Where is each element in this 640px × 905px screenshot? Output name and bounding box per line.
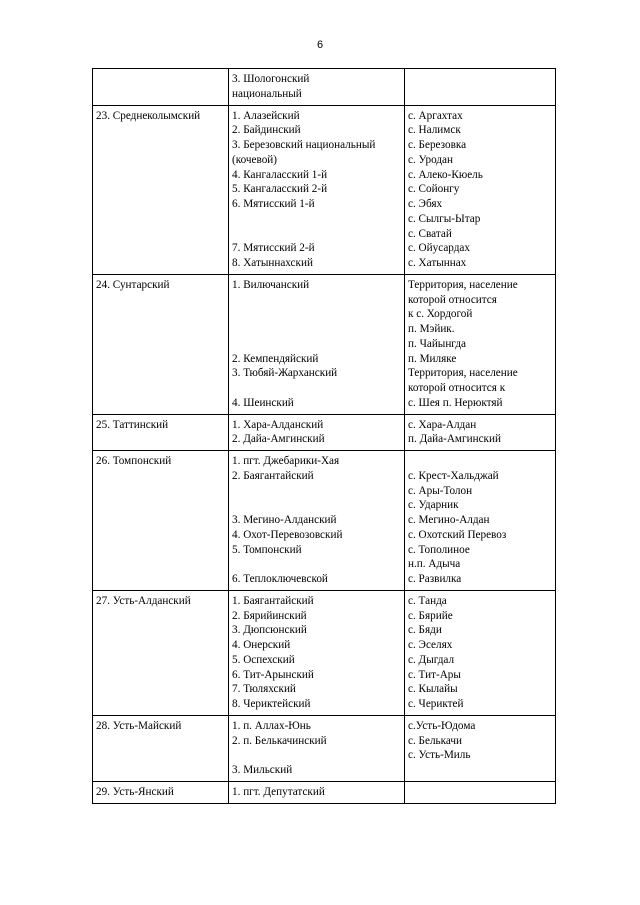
settlement-line: 1. Алазейский	[232, 109, 300, 122]
centers-cell	[405, 105, 556, 274]
settlement-line	[232, 322, 401, 337]
settlement-line	[232, 498, 401, 513]
table-row	[93, 451, 556, 591]
settlement-line: 4. Онерский	[232, 639, 291, 651]
districts-table	[92, 68, 556, 804]
settlement-line: 4. Кангаласский 1-й	[232, 168, 328, 181]
centers-cell	[405, 274, 556, 414]
district-name	[96, 72, 225, 87]
center-line: с. Крест-Хальджай	[408, 469, 499, 482]
settlement-line: 6. Теплоключевской	[232, 573, 328, 585]
settlement-line: национальный	[232, 87, 302, 100]
settlement-line	[232, 381, 401, 396]
center-line: с. Танда	[408, 594, 447, 607]
table-body	[93, 69, 556, 804]
settlement-line: 4. Шеинский	[232, 396, 294, 409]
center-line: с. Сойонгу	[408, 183, 460, 196]
settlements-cell	[229, 274, 405, 414]
settlement-line: 2. Бярийинский	[232, 609, 307, 622]
settlement-line: 1. пгт. Джебарики-Хая	[232, 455, 340, 467]
center-line: с. Мегино-Алдан	[408, 514, 490, 526]
center-line: с. Березовка	[408, 139, 467, 151]
center-line: с. Шея п. Нерюктяй	[408, 396, 503, 409]
center-line: с. Хара-Алдан	[408, 418, 477, 431]
district-cell	[93, 715, 229, 781]
center-line: Территория, население	[408, 367, 518, 380]
settlement-line: 7. Тюляхский	[232, 683, 296, 696]
district-name: 26. Томпонский	[96, 455, 172, 467]
settlements-cell	[229, 590, 405, 715]
settlement-line: 1. п. Аллах-Юнь	[232, 719, 311, 732]
center-line: с. Сылгы-Ытар	[408, 212, 481, 225]
settlement-line: 5. Кангаласский 2-й	[232, 183, 328, 196]
center-line: с. Ойусардах	[408, 242, 470, 255]
center-line: п. Дайа-Амгинский	[408, 433, 501, 446]
page-number: 6	[316, 39, 324, 51]
center-line: которой относится к	[408, 382, 506, 394]
settlement-line: 2. п. Белькачинский	[232, 734, 327, 747]
table-row	[93, 414, 556, 451]
center-line: с. Бяди	[408, 624, 442, 637]
settlement-line: 1. Баягантайский	[232, 594, 314, 607]
settlement-line: 1. Хара-Алданский	[232, 418, 324, 431]
centers-cell	[405, 451, 556, 591]
center-line: которой относится	[408, 293, 497, 306]
settlement-line	[232, 293, 401, 308]
settlement-line: 2. Дайа-Амгинский	[232, 433, 325, 446]
district-cell	[93, 414, 229, 451]
settlement-line: (кочевой)	[232, 153, 278, 166]
settlements-cell	[229, 781, 405, 803]
settlement-line: 3. Мильский	[232, 764, 293, 776]
settlement-line: 3. Шологонский	[232, 73, 310, 85]
settlement-line	[232, 484, 401, 499]
center-line: п. Чайынгда	[408, 337, 466, 350]
settlements-cell	[229, 69, 405, 106]
center-line: с. Кылайы	[408, 683, 458, 696]
settlement-line	[232, 212, 401, 227]
settlement-line: 3. Тюбяй-Жарханский	[232, 367, 338, 380]
center-line: с. Охотский Перевоз	[408, 528, 507, 541]
settlement-line	[232, 557, 401, 572]
district-cell	[93, 105, 229, 274]
center-line: с. Тит-Ары	[408, 668, 461, 681]
settlement-line: 1. Вилючанский	[232, 278, 310, 291]
settlement-line	[232, 748, 401, 763]
centers-cell	[405, 715, 556, 781]
settlements-cell	[229, 451, 405, 591]
center-line: с. Эселях	[408, 639, 453, 651]
settlement-line: 2. Кемпендяйский	[232, 352, 319, 365]
district-name: 24. Сунтарский	[96, 278, 170, 291]
settlement-line	[232, 227, 401, 242]
center-line: с. Налимск	[408, 124, 461, 137]
center-line: с.Усть-Юдома	[408, 719, 476, 732]
settlement-line: 3. Березовский национальный	[232, 139, 376, 151]
table-row	[93, 781, 556, 803]
district-name: 28. Усть-Майский	[96, 719, 182, 732]
center-line: с. Чериктей	[408, 698, 464, 710]
center-line: с. Развилка	[408, 573, 462, 585]
table-row	[93, 69, 556, 106]
centers-cell	[405, 414, 556, 451]
center-line: к с. Хордогой	[408, 308, 473, 321]
table-row	[93, 715, 556, 781]
center-line: с. Уродан	[408, 153, 454, 166]
settlement-line: 7. Мятисский 2-й	[232, 242, 315, 255]
district-name: 29. Усть-Янский	[96, 785, 174, 798]
center-line: с. Бярийе	[408, 609, 453, 622]
center-line: с. Усть-Миль	[408, 749, 471, 762]
settlement-line	[232, 307, 401, 322]
center-line: с. Эбях	[408, 198, 443, 210]
district-name: 27. Усть-Алданский	[96, 594, 191, 607]
settlements-cell	[229, 715, 405, 781]
settlement-line: 8. Чериктейский	[232, 698, 311, 710]
center-line: Территория, население	[408, 278, 518, 291]
settlement-line: 3. Дюпсюнский	[232, 624, 307, 637]
centers-cell	[405, 590, 556, 715]
table-row	[93, 590, 556, 715]
centers-cell	[405, 781, 556, 803]
center-line: с. Сватай	[408, 227, 452, 240]
settlement-line: 6. Тит-Арынский	[232, 668, 314, 681]
settlement-line: 3. Мегино-Алданский	[232, 514, 337, 526]
center-line: н.п. Адыча	[408, 558, 461, 571]
center-line: п. Мэйик.	[408, 323, 455, 335]
settlement-line: 2. Баягантайский	[232, 469, 314, 482]
table-row	[93, 274, 556, 414]
district-cell	[93, 69, 229, 106]
settlement-line: 6. Мятисский 1-й	[232, 198, 315, 210]
center-line: с. Ударник	[408, 499, 459, 512]
district-cell	[93, 590, 229, 715]
settlement-line: 5. Оспехский	[232, 653, 295, 666]
centers-cell	[405, 69, 556, 106]
settlements-cell	[229, 105, 405, 274]
center-line: с. Ары-Толон	[408, 484, 473, 497]
center-line: с. Аргахтах	[408, 109, 463, 122]
table-row	[93, 105, 556, 274]
district-cell	[93, 781, 229, 803]
center-line: с. Алеко-Кюель	[408, 168, 483, 181]
settlement-line: 2. Байдинский	[232, 124, 301, 137]
center-line: с. Хатыннах	[408, 257, 467, 269]
center-line: с. Белькачи	[408, 734, 463, 747]
center-line	[408, 454, 552, 469]
settlements-cell	[229, 414, 405, 451]
center-line: п. Миляке	[408, 352, 457, 365]
settlement-line: 4. Охот-Перевозовский	[232, 528, 343, 541]
center-line: с. Дыгдал	[408, 653, 455, 666]
settlement-line: 8. Хатыннахский	[232, 257, 313, 269]
district-name: 23. Среднеколымский	[96, 109, 201, 122]
settlement-line: 1. пгт. Депутатский	[232, 785, 325, 798]
district-name: 25. Таттинский	[96, 418, 169, 431]
district-cell	[93, 274, 229, 414]
settlement-line	[232, 337, 401, 352]
center-line: с. Тополиное	[408, 543, 470, 556]
settlement-line: 5. Томпонский	[232, 543, 302, 556]
district-cell	[93, 451, 229, 591]
